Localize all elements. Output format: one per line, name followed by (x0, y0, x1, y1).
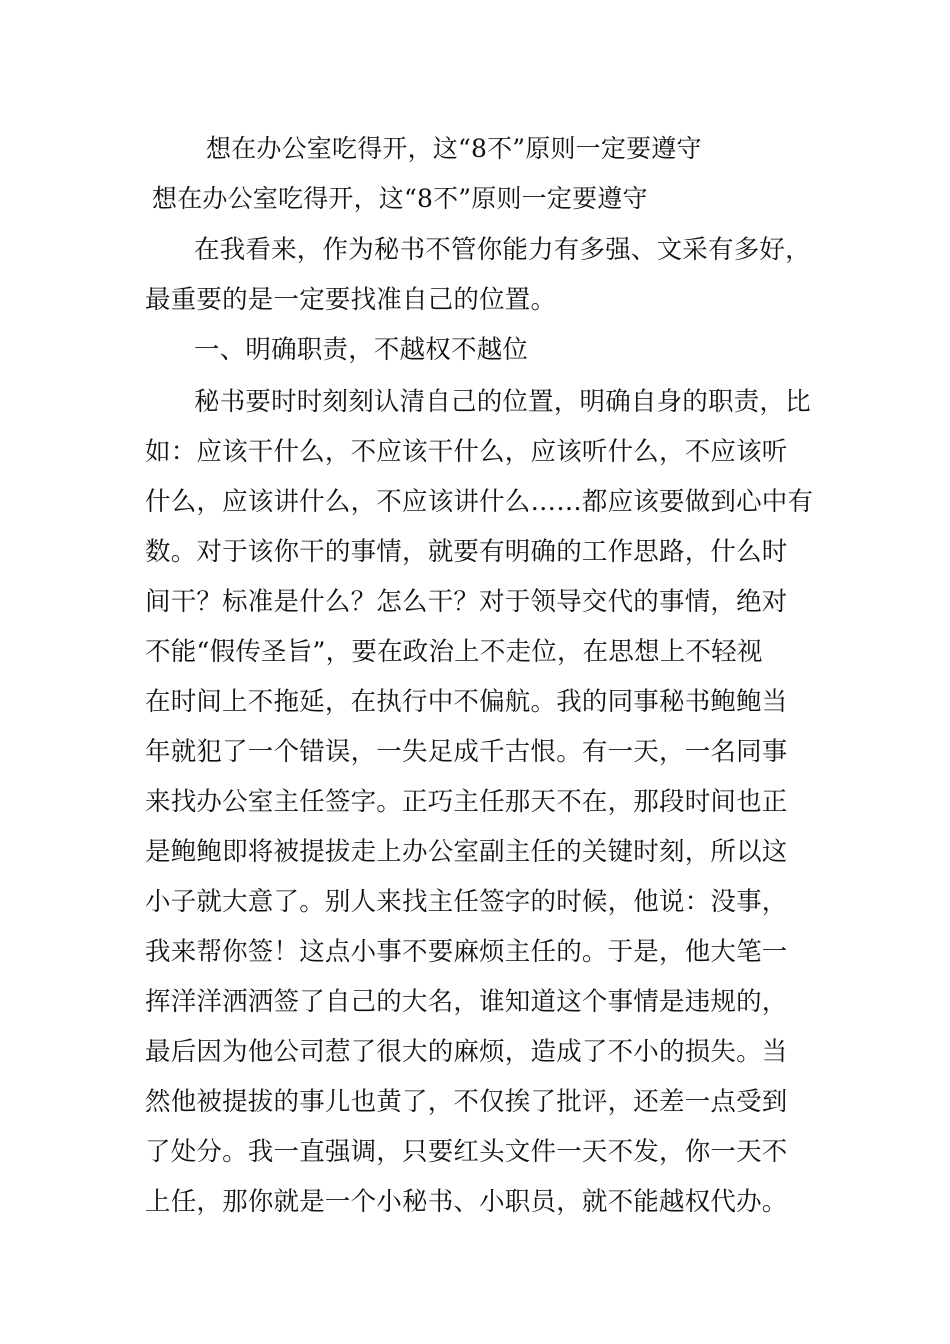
body-line: 上任，那你就是一个小秘书、小职员，就不能越权代办。 (145, 1187, 788, 1217)
section-heading: 一、明确职责，不越权不越位 (194, 335, 529, 365)
body-line: 如：应该干什么，不应该干什么，应该听什么，不应该听 (145, 437, 788, 467)
body-line: 间干？标准是什么？怎么干？对于领导交代的事情，绝对 (145, 587, 788, 617)
body-line: 我来帮你签！这点小事不要麻烦主任的。于是，他大笔一 (145, 937, 788, 967)
body-line: 挥洋洋洒洒签了自己的大名，谁知道这个事情是违规的， (145, 987, 788, 1017)
body-line: 是鲍鲍即将被提拔走上办公室副主任的关键时刻，所以这 (145, 837, 788, 867)
body-line: 然他被提拔的事儿也黄了，不仅挨了批评，还差一点受到 (145, 1087, 788, 1117)
body-line: 来找办公室主任签字。正巧主任那天不在，那段时间也正 (145, 787, 788, 817)
body-line: 什么，应该讲什么，不应该讲什么……都应该要做到心中有 (145, 487, 814, 517)
document-title-line-1: 想在办公室吃得开，这“8不”原则一定要遵守 (206, 134, 702, 163)
body-line: 了处分。我一直强调，只要红头文件一天不发，你一天不 (145, 1137, 788, 1167)
body-line: 最后因为他公司惹了很大的麻烦，造成了不小的损失。当 (145, 1037, 788, 1067)
body-line: 小子就大意了。别人来找主任签字的时候，他说：没事， (145, 887, 788, 917)
body-line: 秘书要时时刻刻认清自己的位置，明确自身的职责，比 (194, 387, 811, 417)
body-line: 在时间上不拖延，在执行中不偏航。我的同事秘书鲍鲍当 (145, 687, 788, 717)
body-line: 不能“假传圣旨”，要在政治上不走位，在思想上不轻视 (145, 637, 763, 667)
intro-line-2: 最重要的是一定要找准自己的位置。 (145, 285, 557, 315)
document-title-line-2: 想在办公室吃得开，这“8不”原则一定要遵守 (152, 184, 648, 213)
intro-line-1: 在我看来，作为秘书不管你能力有多强、文采有多好， (194, 235, 811, 265)
body-line: 数。对于该你干的事情，就要有明确的工作思路，什么时 (145, 537, 788, 567)
body-line: 年就犯了一个错误，一失足成千古恨。有一天，一名同事 (145, 737, 788, 767)
